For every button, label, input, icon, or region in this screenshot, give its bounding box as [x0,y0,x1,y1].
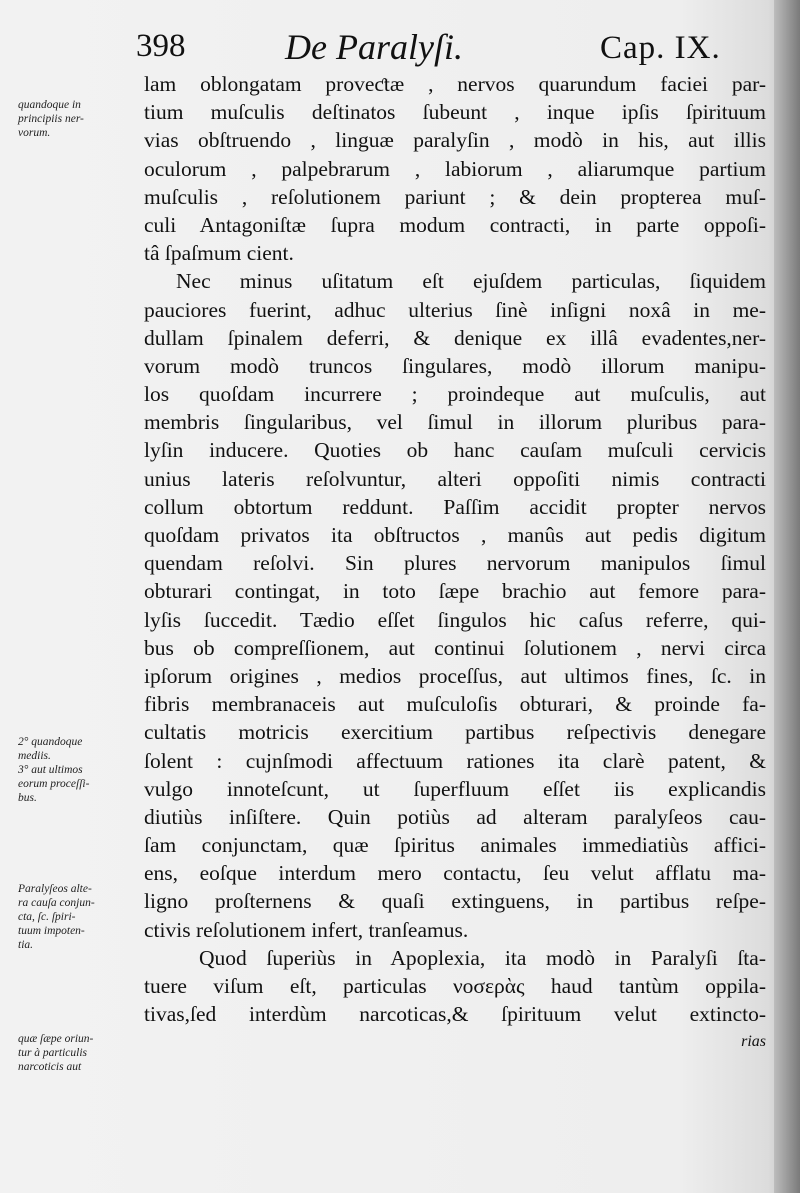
margin-line: quandoque in [18,99,81,111]
paragraph-start-line: Quod ſuperiùs in Apoplexia, ita modò in Paralyſi ſta- [199,945,766,970]
marginal-note-2 [18,735,142,805]
margin-line: tur à particulis [18,1047,88,1059]
margin-line: bus. [18,792,37,804]
text-line: muſculis , reſolutionem pariunt ; & dein propterea muſ- [144,184,766,209]
margin-line: principiis ner- [18,113,84,125]
text-line: fibris membranaceis aut muſculoſis obturari, & proinde fa- [144,692,766,717]
margin-line: 2° quandoque [18,736,83,748]
margin-line: vorum. [18,127,51,139]
text-line: ſolent : cujnſmodi affectuum rationes ita clarè patent, & [144,748,766,773]
text-line: tivas,ſed interdùm narcoticas,& ſpirituum velut extincto- [144,1002,766,1027]
margin-line: ra cauſa conjun- [18,897,95,909]
text-line: ligno proſternens & quaſi extinguens, in partibus reſpe- [144,889,766,914]
text-line: dullam ſpinalem deferri, & denique ex illâ evadentes,ner- [144,325,766,350]
running-header [0,14,800,72]
text-line: tâ ſpaſmum cient. [144,241,294,266]
margin-line: cta, ſc. ſpiri- [18,911,76,923]
text-line: lam oblongatam proveƈtæ , nervos quarundum faciei par- [144,72,766,96]
text-line: oculorum , palpebrarum , labiorum , aliarumque partium [144,156,766,181]
margin-line: eorum proceſſi- [18,778,90,790]
margin-line: quæ ſæpe oriun- [18,1033,94,1045]
text-line: bus ob compreſſionem, aut continui ſolutionem , nervi circa [144,635,766,660]
paragraph-start-line: Nec minus uſitatum eſt ejuſdem particulas, ſiquidem [176,269,766,294]
text-line: vulgo innoteſcunt, ut ſuperfluum eſſet iis explicandis [144,776,766,801]
text-line: diutiùs inſiſtere. Quin potiùs ad alteram paralyſeos cau- [144,804,766,829]
text-line: lyſin inducere. Quoties ob hanc cauſam muſculi cervicis [144,438,766,463]
margin-line: narcoticis aut [18,1061,82,1073]
text-line: quendam reſolvi. Sin plures nervorum manipulos ſimul [144,551,766,576]
margin-line: 3° aut ultimos [18,764,83,776]
text-line: cultatis motricis exercitium partibus reſpectivis denegare [144,720,766,745]
running-title: De Paralyſi. [285,27,463,67]
catchword: rias [741,1033,766,1051]
text-line: vorum modò truncos ſingulares, modò illorum manipu- [144,353,766,378]
text-line: obturari contingat, in toto ſæpe brachio aut femore para- [144,579,766,604]
text-line: collum obtortum reddunt. Paſſim accidit propter nervos [144,494,766,519]
marginal-note-4 [18,1032,142,1074]
text-line: unius lateris reſolvuntur, alteri oppoſiti nimis contracti [144,466,766,491]
marginal-note-3 [18,882,142,952]
page-number: 398 [136,28,186,64]
text-line: pauciores fuerint, adhuc ulterius ſinè inſigni noxâ in me- [144,297,766,322]
text-line: membris ſingularibus, vel ſimul in illorum pluribus para- [144,410,766,435]
main-text [144,70,766,1057]
margin-line: Paralyſeos alte- [18,883,92,895]
text-line: culi Antagoniſtæ ſupra modum contracti, in parte oppoſi- [144,212,766,237]
text-line: ſam conjunctam, quæ ſpiritus animales immediatiùs affici- [144,833,766,858]
text-line: los quoſdam incurrere ; proindeque aut muſculis, aut [144,382,766,407]
text-line: ens, eoſque interdum mero contactu, ſeu velut afflatu ma- [144,861,766,886]
text-line: quoſdam privatos ita obſtructos , manûs aut pedis digitum [144,523,766,547]
page-edge [774,0,800,1193]
text-line: tium muſculis deſtinatos ſubeunt , inque ipſis ſpirituum [144,100,766,125]
text-line: vias obſtruendo , linguæ paralyſin , modò in his, aut illis [144,128,766,153]
text-line: lyſis ſuccedit. Tædio eſſet ſingulos hic caſus referre, qui- [144,607,766,632]
margin-line: mediis. [18,750,51,762]
chapter-label: Cap. IX. [600,30,721,66]
marginal-note-1 [18,98,142,140]
text-line: ctivis reſolutionem infert, tranſeamus. [144,917,469,942]
margin-line: tuum impoten- [18,925,85,937]
text-line: ipſorum origines , medios proceſſus, aut ultimos fines, ſc. in [144,663,766,688]
text-line: tuere viſum eſt, particulas νοσερὰς haud tantùm oppila- [144,974,766,998]
margin-line: tia. [18,939,34,951]
